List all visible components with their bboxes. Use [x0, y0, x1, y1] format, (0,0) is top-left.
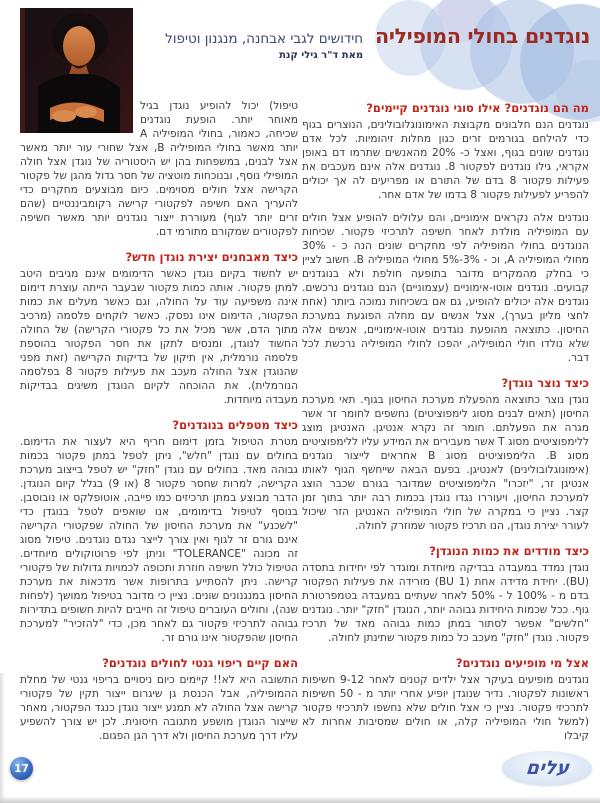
column-left	[20, 99, 298, 752]
paragraph: נוגדן נמדד במעבדה בבדיקה מיוחדת ומוגדר לפי יחידות בתסדה (BU). יחידת מדידה אחת (1 BU) מורידה את פעילות הפקטור בדם מ - 100% ל - 50% לאחר שעתיים במעבדה בטמפרטורת גוף. ככל שכמות היחידות גבוהה יותר, הנוגדן "חזק" יותר. נוגדנים "חלשים" אפשר לסתור במתן כמות גבוהה מאד של תרכיז פקטור. נוגדן "חזק" מעכב כל כמות פקטור שתינתן לחולה.	[302, 562, 589, 644]
paragraph: מטרת הטיפול בזמן דימום חריף היא לעצור את הדימום. בחולים עם נוגדן "חלש", ניתן לטפל במתן פקטור בכמות גבוהה מאד. בחולים עם נוגדן "חזק" יש לטפל בייצוב מערכת הקרישה, למרות שחסר פקטור 8 (או 9) בגלל קיום הנוגדן. הדבר מבוצע במתן תרכיזים כמו פייבה, אוטופלקס או נובוסבן. בנוסף לטיפול בדימומים, אנו שואפים לטפל בנוגדן כדי "לשכנע" את מערכת החיסון של החולה שפקטורי הקרישה אינם גורם זר לגוף ואין צורך לייצר נגדם נוגדנים. טיפול מסוג זה מכונה "TOLERANCE" וניתן לפי פרוטוקולים מיוחדים. הטיפול כולל חשיפה חוזרת ותכופה לכמויות גדולות של פקטורי קרישה. ניתן להסתייע בתרופות אשר מדכאות את מערכת החיסון במנגנונים שונים. נציין כי מדובר בטיפול ממושך (לפחות שנה), וחולים העוברים טיפול זה חייבים להיות חשופים בתדירות גבוהה לתרכיזי פקטור גם לאחר מכן, כדי "להזכיר" למערכת החיסון שהפקטור אינו גורם זר.	[20, 436, 298, 644]
section-diagnosing-new-antibody	[20, 250, 298, 407]
page-number-badge: 17	[10, 757, 33, 780]
paragraph: נוגדנים מופיעים בעיקר אצל ילדים קטנים לאחר 9-12 חשיפות ראשונות לפקטור. נדיר שנוגדן יופיע אחרי יותר מ - 50 חשיפות לתרכיזי פקטור. נציין כי אצל חולים שלא נחשפו לתרכיזי פקטור (למשל חולי המופיליה קלה, או חולים שמסיבות אחרות לא קיבלו	[302, 674, 589, 742]
column-right	[302, 101, 589, 743]
footer-logo	[502, 751, 592, 785]
article-subtitle: חידושים לגבי אבחנה, מנגנון וטיפול	[165, 31, 364, 47]
article-subtitle-block	[165, 24, 363, 61]
section-heading: כיצד מטפלים בנוגדנים?	[172, 418, 298, 432]
section-who-develops-antibodies	[302, 656, 589, 743]
section-genetic-cure	[20, 656, 298, 743]
paragraph: יש לחשוד בקיום נוגדן כאשר הדימומים אינם מגיבים היטב למתן פקטור. אותה כמות פקטור שבעבר הייתה עוצרת דימום אינה משפיעה עוד על החולה, וגם כאשר מעלים את כמות הפקטור, הדימום אינו נפסק. כאשר לוקחים פלסמה (מרכיב מתוך הדם, אשר מכיל את כל פקטורי הקרישה) של החולה החשוד לנוגדן, ומנסים לתקן את חסר הפקטור בהוספת פלסמה נורמלית, אין תיקון של בדיקות הקרישה (זאת מפני שהנוגדן אצל החולה מעכב את פעילות פקטור 8 בפלסמה הנורמלית). את ההוכחה לקיום הנוגדן משיגים בבדיקות מעבדה מיוחדות.	[20, 268, 299, 406]
section-heading: מה הם נוגדנים? אילו סוגי נוגדנים קיימים?	[366, 101, 589, 115]
paragraph: נוגדנים אלה נקראים אימוניים, והם עלולים להופיע אצל חולים עם המופיליה מולדת לאחר חשיפה לתרכיזי פקטור. שכיחות הנוגדנים בחולי המופיליה לפי מחקרים שונים הנה כ - 30% מחולי המופיליה A, וכ - 3%-5% מחולי המופיליה B. חשוב לציין כי בחלק מהמקרים מדובר בתופעה חולפת ולא בנוגדנים קבועים. נוגדנים אוטו-אימוניים (עצמוניים) הנם נוגדנים נרכשים. נוגדנים אלה יכולים להופיע, גם אם בשכיחות נמוכה ביותר (אחת לחצי מליון בערך), אצל אנשים עם מחלה הפוגעת במערכת החיסון. כתוצאה מהופעת נוגדנים אוטו-אימוניים, אנשים אלה שלא נולדו חולי המופיליה, יהפכו לחולי המופיליה נרכשת לכל דבר.	[302, 212, 589, 364]
paragraph-continuation: טיפול) יכול להופיע נוגדן בגיל מאוחר יותר. הופעת נוגדנים שכיחה, כאמור, בחולי המופיליה A יותר מאשר בחולי המופיליה B, אצל שחורי עור יותר מאשר אצל לבנים, במשפחות בהן יש היסטוריה של נוגדן אצל חולה המופילי נוסף, ובנוכחות מוטציה של חסר גדול מהגן של פקטור הקרישה אצל חולים מסוימים. כיום מבוצעים מחקרים כדי להעריך האם חשיפה לפקטורי קרישה רקומביננטיים (שהם זרים יותר לגוף) מעוררת ייצור נוגדנים יותר מאשר חשיפה לפקטורים שמקורם מתורמי דם.	[20, 100, 298, 238]
scan-edge-bottom	[0, 796, 600, 803]
section-heading: כיצד מודדים את כמות הנוגדן?	[429, 544, 589, 558]
section-how-antibody-forms	[302, 376, 589, 533]
paragraph: נוגדן נוצר כתוצאה מהפעלת מערכת החיסון בגוף. תאי מערכת החיסון (תאים לבנים מסוג לימפוציטים) נחשפים לחומר זר אשר מגרה את הפעלתם. חומר זה נקרא אנטיגן. האנטיגן מוצג ללימפוציטים מסוג T אשר מעבירים את המידע עליו ללימפוציטים מסוג B. הלימפוציטים מסוג B אחראים לייצור נוגדנים (אימונוגלובולינים) לאנטיגן. בפעם הבאה שייחשף הגוף לאותו אנטיגן זר, "יזכרו" הלימפוציטים שמדובר בגורם שכבר הוצג למערכת החיסון, ויעוררו נגדו נוגדן בכמות רבה יותר בתוך זמן קצר. נציין כי במקרה של חולי המופיליה האנטיגן הזר שיכול לעורר יצירת נוגדן, הנו תרכיז פקטור שמוזרק לחולה.	[302, 394, 589, 532]
section-heading: האם קיים ריפוי גנטי לחולים נוגדנים?	[102, 656, 298, 670]
section-heading: כיצד מאבחנים יצירת נוגדן חדש?	[125, 250, 298, 264]
paragraph: נוגדנים הנם חלבונים מקבוצת האימונוגלובולינים, הנוצרים בגוף כדי להילחם בגורמים זרים כגון מחלות זיהומיות. לכל אדם נוגדנים שונים בגוף, ואצל כ- 20% מהאנשים שתרמו דם באופן אקראי, גילו נוגדנים לפקטור 8. נוגדנים אלה אינם מעכבים את פעילות פקטור 8 בדם של התורם או מפריעים לה אך יכולים להפריע לפעילות פקטור 8 בדמו של אדם אחר.	[302, 119, 589, 201]
article-byline: מאת ד"ר גילי קנת	[279, 50, 364, 61]
footer-logo-text: עלים	[524, 757, 570, 779]
section-treating-antibodies	[20, 418, 298, 645]
section-heading: אצל מי מופיעים נוגדנים?	[455, 656, 589, 670]
section-heading: כיצד נוצר נוגדן?	[501, 376, 589, 390]
article-header	[165, 24, 590, 61]
paragraph: התשובה היא לא!! קיימים כיום ניסויים בריפוי גנטי של מחלת ההמופיליה, אבל הכנסת גן שיגרום ייצור תקין של פקטורי קרישה אצל החולה לא תמנע ייצור נוגדן כנגד הפקטור, מאחר שייצור הנוגדן מושפע מתגובה חיסונית. לכן יש צורך להשפיע עליו דרך מערכת החיסון ולא דרך הגן הפגום.	[20, 674, 298, 742]
section-what-are-antibodies	[302, 101, 589, 365]
scan-edge-left	[0, 673, 5, 803]
article-title: נוגדנים בחולי המופיליה	[375, 24, 590, 48]
photo-text-wrap-spacer	[20, 99, 140, 136]
section-measuring-antibody	[302, 544, 589, 645]
